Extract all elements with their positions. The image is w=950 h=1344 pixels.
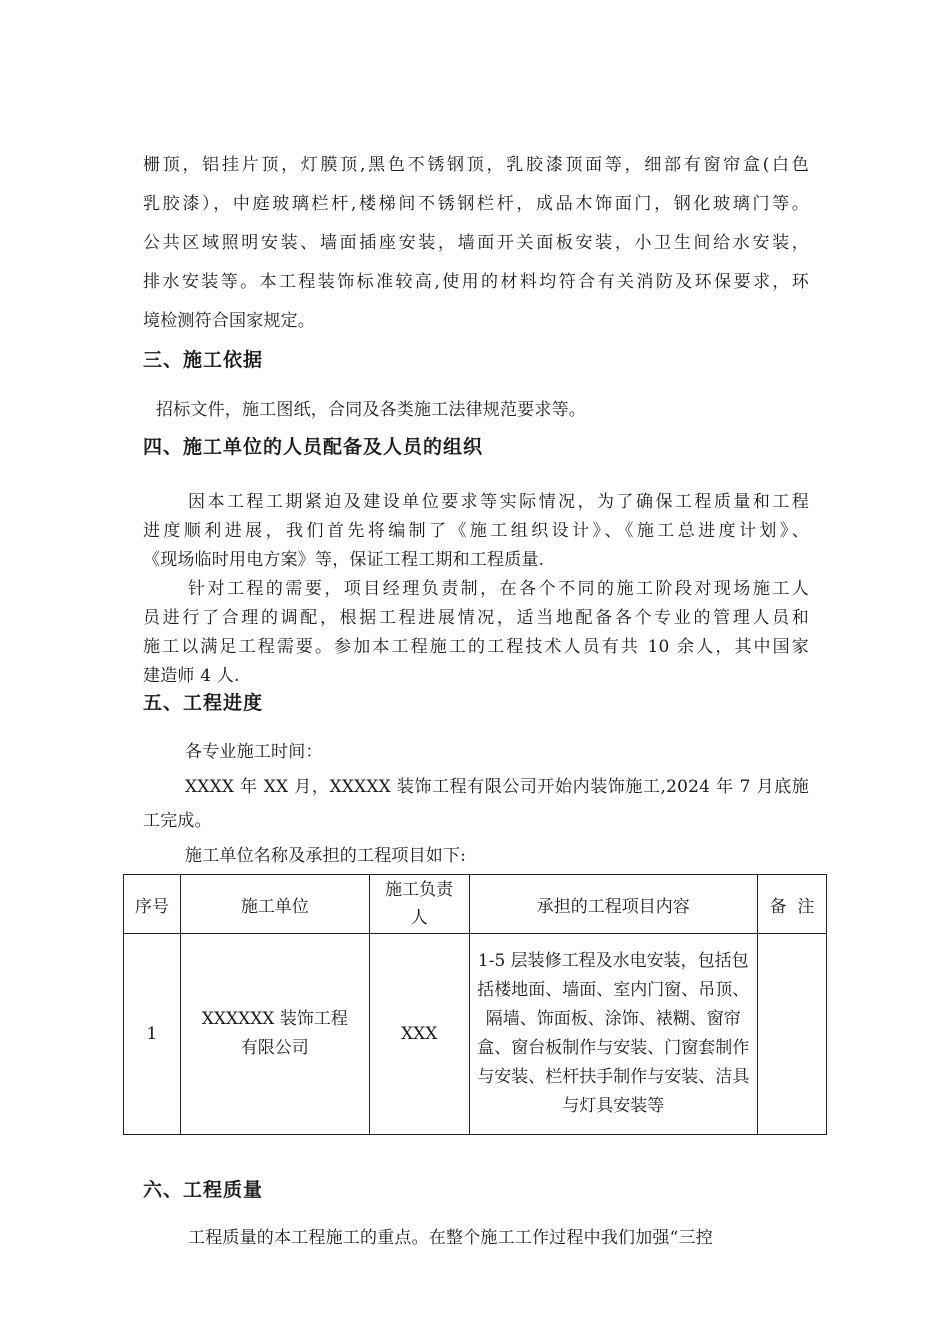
section-heading-quality: 六、工程质量 [143,1179,264,1201]
schedule-line-1: 各专业施工时间： [185,742,323,762]
staffing-para1-line-2: 进度顺利进展，我们首先将编制了《施工组织设计》、《施工总进度计划》、 [143,521,809,541]
cell-leader: XXX [369,934,469,1135]
intro-line-3: 公共区域照明安装、墙面插座安装，墙面开关面板安装，小卫生间给水安装， [143,233,809,253]
table-row [124,934,827,1135]
basis-text: 招标文件，施工图纸，合同及各类施工法律规范要求等。 [156,400,586,420]
quality-text: 工程质量的本工程施工的重点。在整个施工工作过程中我们加强“三控 [188,1228,713,1248]
schedule-line-2a: XXXX 年 XX 月，XXXXX 装饰工程有限公司开始内装饰施工,2024 年 7 月底施 [185,777,809,797]
cell-content: 1-5 层装修工程及水电安装，包括包括楼地面、墙面、室内门窗、吊顶、隔墙、饰面板、涂饰、裱糊、窗帘盒、窗台板制作与安装、门窗套制作与安装、栏杆扶手制作与安装、洁具与灯具安装等 [469,934,757,1135]
section-heading-schedule: 五、工程进度 [143,692,264,714]
cell-remark [758,934,827,1135]
schedule-line-3: 施工单位名称及承担的工程项目如下: [185,846,467,866]
header-no: 序号 [124,875,181,934]
staffing-para2-line-1: 针对工程的需要，项目经理负责制，在各个不同的施工阶段对现场施工人 [188,579,809,599]
header-content: 承担的工程项目内容 [469,875,757,934]
intro-line-1: 栅顶，铝挂片顶，灯膜顶,黑色不锈钢顶，乳胶漆顶面等，细部有窗帘盒(白色 [143,155,809,175]
section-heading-basis: 三、施工依据 [143,349,264,371]
header-leader: 施工负责人 [369,875,469,934]
cell-no: 1 [124,934,181,1135]
section-heading-staffing: 四、施工单位的人员配备及人员的组织 [143,436,484,458]
staffing-para1-line-1: 因本工程工期紧迫及建设单位要求等实际情况，为了确保工程质量和工程 [188,492,809,512]
staffing-para1-line-3: 《现场临时用电方案》等，保证工程工期和工程质量. [143,550,545,570]
intro-line-2: 乳胶漆），中庭玻璃栏杆,楼梯间不锈钢栏杆，成品木饰面门，钢化玻璃门等。 [143,194,809,214]
staffing-para2-line-2: 员进行了合理的调配，根据工程进展情况，适当地配备各个专业的管理人员和 [143,608,809,628]
staffing-para2-line-3: 施工以满足工程需要。参加本工程施工的工程技术人员有共 10 余人，其中国家 [143,637,809,657]
table-header-row [124,875,827,934]
contractor-table-wrapper [123,874,827,1135]
intro-line-5: 境检测符合国家规定。 [143,311,315,331]
schedule-line-2b: 工完成。 [143,811,212,831]
contractor-table-grid [123,874,827,1135]
staffing-para2-line-4: 建造师 4 人. [143,666,240,686]
header-remark: 备 注 [758,875,827,934]
cell-unit: XXXXXX 装饰工程有限公司 [180,934,369,1135]
header-unit: 施工单位 [180,875,369,934]
intro-line-4: 排水安装等。本工程装饰标准较高,使用的材料均符合有关消防及环保要求，环 [143,272,809,292]
